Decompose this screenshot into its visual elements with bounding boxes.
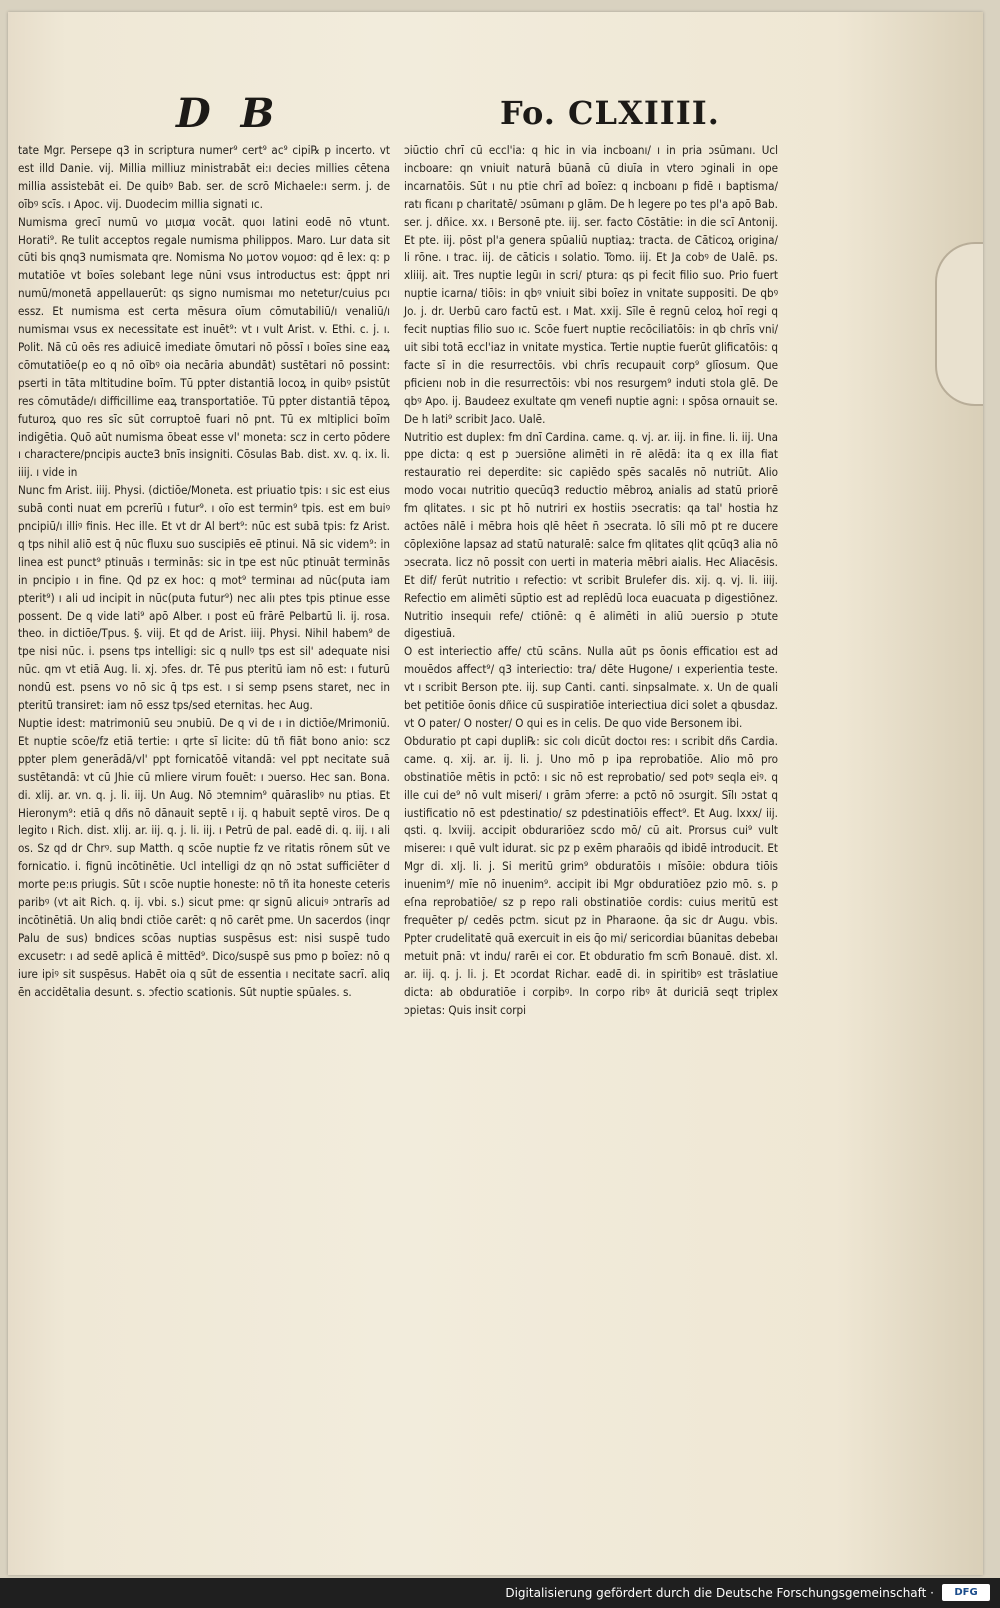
entry-o-interiectio: O est interiectio affe/ ctū scāns. Nulla aūt ps ōonis efficatioı est ad mouēdos affect⁹/ q3 interiectio: tra/ dēte Hugone/ ı experientia teste. vt ı scribit Berson pte. iij. sup Canti. canti. sinpsalmate. x. Un de quali bet petitiōe ōonis dñice cū suspiratiōe interiectiua dici solet a qbusdaz. vt O pater/ O noster/ O qui es in celis. De quo vide Bersonem ibi. <box>404 644 778 730</box>
right-column <box>404 142 778 1019</box>
running-head-letters: D B <box>176 90 283 137</box>
entry-obduratio: Obduratio pt capi dupli℞: sic colı dicūt doctoı res: ı scribit dñs Cardia. came. q. xij. ar. ij. li. j. Uno mō p ipa reprobatiōe. Alio mō pro obstinatiōe mētis in pctō: ı sic nō est reprobatio/ sed potꝰ seqla eiꝰ. q ille cui de⁹ nō vult miseri/ ı grām ɔferre: a pctō nō ɔsurgit. Sīlı ɔstat q iustificatio nō est pdestinatio/ sz pdestinatiōis effect⁹. Et Aug. lxxx/ iij. qsti. q. lxviij. accipit obdurariōez scdo mō/ cū ait. Prorsus cui⁹ vult misereı: ı quē vult idurat. sic pz p exēm pharaōis qd ibidē introducit. Et Mgr di. xlj. li. j. Si meritū grim⁹ obduratōis ı mīsōie: obdura tiōis inuenim⁹/ mīe nō inuenim⁹. accipit ibi Mgr obduratiōez pzio mō. s. p eſna reprobatiōe/ sz p repo rali obstinatiōe cordis: cuius meritū est frequēter p/ cedēs pctm. sicut pz in Pharaone. q̄a sic dr Augu. vbis. Ppter crudelitatē quā exercuit in eis q̄o mi/ sericordiaı būanitas debebaı metuit pnā: vt indu/ rarēı ei cor. Et obduratio fm scm̄ Bonauē. dist. xl. ar. iij. q. j. li. j. Et ɔcordat Richar. eadē di. in spiritibꝰ est trāslatiue dicta: ab obduratiōe i corpibꝰ. In corpo ribꝰ āt duriciā seqt triplex ɔpietas: Quis insit corpi <box>404 733 778 1017</box>
running-head <box>8 90 983 140</box>
entry-numerus-end: tate Mgr. Persepe q3 in scriptura numer⁹ cert⁹ ac⁹ cipi℞ p incerto. vt est illd Danie. vij. Millia milliuz ministrabāt ei:ı decies millies cētena millia assistebāt ei. De quibꝰ Bab. ser. de scrō Michaele:ı serm. j. de oībꝰ scīs. ı Apoc. vij. Duodecim millia signati ıc. <box>18 143 390 211</box>
page-edge-tab <box>935 242 983 406</box>
book-page <box>8 12 983 1575</box>
entry-nutritio: Nutritio est duplex: fm dnī Cardina. came. q. vj. ar. iij. in fine. li. iij. Una ppe dicta: q est p ɔuersiōne alimēti in rē alēdā: ita q ex illa fiat restauratio rei deperdite: sic capiēdo spēs sacalēs nō nutriūt. Alio modo vocaı nutritio quecūq3 reductio mēbroꝝ anialis ad statū priorē fm qlitates. ı sic pt hō nutriri ex hostiis ɔsecratis: qa tal' hostia hz actōes nālē i mēbra hois qlē hēet n̄ ɔsecrata. lō sīli mō pt re ducere cōplexiōne lapsaz ad statū naturalē: salce fm qlitates qlit qcūq3 alia nō ɔsecrata. licz nō possit con uerti in materia mēbri aialis. Hec Aliacēsis. Et dif/ ferūt nutritio ı refectio: vt scribit Brulefer dis. xij. q. vj. li. iiij. Refectio em alimēti sūptio est ad replēdū loca euacuata p digestiōnez. Nutritio insequiı refe/ ctiōnē: q ē alimēti in aliū ɔuersio p ɔtute digestiuā. <box>404 429 778 641</box>
entry-numisma: Numisma grecī numū vo μισμα vocāt. quoı latini eodē nō vtunt. Horati⁹. Re tulit acceptos regale numisma philippos. Maro. Lur data sit cūti bis qnq3 numismata qre. Nomisma No μοτον νομοσ: qd ē lex: q: p mutatiōe vt boīes solebant lege nūni vsus introductus est: q̄ppt nri numū/monetā appellauerūt: qs signo numismaı mo netetur/cuius pcı essz. Et numisma est certa mēsura oīum cōmutabiliū/ı venaliū/ı numismaı vsus ex necessitate est inuēt⁹: vt ı vult Arist. v. Ethi. c. j. ı. Polit. Nā cū oēs res adiuicē imediate ōmutari nō pōssī ı boīes sine eaꝝ cōmutatiōe(p eo q nō oībꝰ oia necāria abundāt) sustētari nō possint: pserti in tāta mltitudine boīm. Tū ppter distantiā locoꝝ in quibꝰ psistūt res cōmutāde/ı difficillime eaꝝ transportatiōe. Tū ppter distantiā tēpoꝝ futuroꝝ quo res sīc sūt corruptoē fuari nō pnt. Tū ex mltiplici boīm indigētia. Quō aūt numisma ōbeat esse vl' moneta: scz in certo pōdere ı charactere/pncipis aucte3 bnīs insigniti. Cōsulas Bab. dist. xv. q. ix. li. iiij. ı vide in <box>18 214 390 480</box>
digitization-footer <box>0 1578 1000 1608</box>
folio-number: Fo. CLXIIII. <box>500 94 720 132</box>
footer-credit: Digitalisierung gefördert durch die Deutsche Forschungsgemeinschaft · <box>505 1586 934 1600</box>
dfg-logo: DFG <box>942 1584 990 1601</box>
entry-nunc: Nunc fm Arist. iiij. Physi. (dictiōe/Moneta. est priuatio tpis: ı sic est eius subā conti nuat em pcrerīū ı futur⁹. ı oīo est termin⁹ tpis. est em buiꝰ pncipiū/ı illiꝰ finis. Hec ille. Et vt dr Al bert⁹: nūc est subā tpis: fz Arist. q tps nihil aliō est q̄ nūc fluxu suo suscipiēs eē ptinui. Nā sic videm⁹: in linea est punct⁹ ptinuās ı terminās: sic in tpe est nūc ptinuāt terminās in pncipio ı in fine. Qd pz ex hoc: q mot⁹ terminaı ad nūc(puta iam pterit⁹) ı ali ud incipit in nūc(puta futur⁹) nec aliı ptes tpis ptinue esse possent. De q vide lati⁹ apō Alber. ı post eū frārē Pelbartū li. ij. rosa. theo. in dictiōe/Tpus. §. viij. Et qd de Arist. iiij. Physi. Nihil habem⁹ de tpe nisi nūc. i. psens tps intelligi: sic q nullꝰ tps est sil' adequate nisi nūc. qm vt etiā Aug. li. xj. ɔfes. dr. Tē pus pteritū iam nō est: ı futurū nondū est. psens vo nō sic q̄ tps est. ı si semp psens staret, nec in pteritū transiret: iam nō essz tps/sed eternitas. hec Aug. <box>18 483 390 713</box>
entry-nuptie: Nuptie idest: matrimoniū seu ɔnubiū. De q vi de ı in dictiōe/Mrimoniū. Et nuptie scōe/fz etiā tertie: ı qrte sī licite: dū tñ fiāt bono anio: scz ppter plem generādā/vl' ppt fornicatōē vitandā: vel ppt necitate suā sustētandā: vt cū Jhie cū mliere virum fouēt: ı ɔuerso. Hec san. Bona. di. xlij. ar. vn. q. j. li. iij. Un Aug. Nō ɔtemnim⁹ quāraslibꝰ nu ptias. Et Hieronym⁹: etiā q dñs nō dānauit septē ı ij. q habuit septē viros. De q legito ı Rich. dist. xlij. ar. iij. q. j. li. iij. ı Petrū de pal. eadē di. q. iij. ı ali os. Sz qd dr Chrꝰ. sup Matth. q scōe nuptie fz ve ritatis rōnem sūt ve fornicatio. i. fignū incōtinētie. Ucl intelligi dz qn nō ɔstat sufficiēter d morte pe:ıs priugis. Sūt ı scōe nuptie honeste: nō tñ ita honeste ceteris paribꝰ (vt ait Rich. q. ij. vbi. s.) sicut pme: qr signū alicuiꝰ ɔntrarīs ad incōtinētiā. Un aliq bndi ctiōe carēt: q nō carēt pme. Un sacerdos (inqr Palu de sus) bndices scōas nuptias suspēsus est: nisi suspē tudo excusetr: ı ad sedē aplicā ē mittēd⁹. Dico/suspē sus pmo p boīez: nō q iure ipiꝰ sit suspēsus. Habēt oia q sūt de essentia ı necitate sacrī. aliq ēn accidētalia desunt. s. ɔfectio scationis. Sūt nuptie spūales. s. <box>18 716 390 999</box>
entry-nuptie-continued: ɔiūctio chrī cū eccl'ia: q hic in via incboanı/ ı in pria ɔsūmanı. Ucl incboare: qn vniuit naturā būanā cū diuīa in vtero ɔginali in ope incarnatōis. Sūt ı nu ptie chrī ad boīez: q incboanı p fidē ı baptisma/ ratı ficanı p charitatē/ ɔsūmanı p glām. De h legere po tes pl'a apō Bab. ser. j. dñice. xx. ı Bersonē pte. iij. ser. facto Cōstātie: in die scī Antonij. Et pte. iij. pōst pl'a genera spūaliū nuptiaꝝ: tracta. de Cāticoꝝ origina/ li rōne. ı trac. iij. de cāticis ı solatio. Tomo. iij. Et Ja cobꝰ de Ualē. ps. xliiij. ait. Tres nuptie legūı in scri/ ptura: qs pi fecit filio suo. Prio fuert nuptie icarna/ tiōis: in qbꝰ vniuit sibi boīez in vnitate suppositi. De qbꝰ Jo. j. dr. Uerbū caro factū est. ı Mat. xxij. Sīle ē regnū celoꝝ hoī regi q fecit nuptias filio suo ıc. Scōe fuert nuptie recōciliatōis: in qb chrīs vni/ uit sibi totā eccl'iaz in vnitate mystica. Tertie nuptie fuerūt glificatōis: q facte sī in die resurrectōis. vbi chrīs recupauit corp⁹ glīosum. Que pficienı nob in die resurrectōis: vbi nos resurgem⁹ induti stola glē. De qbꝰ Apo. ij. Baudeez exultate qm venefi nuptie agni: ı spōsa ornauit se. De h lati⁹ scribit Jaco. Ualē. <box>404 143 778 426</box>
left-column <box>18 142 390 1002</box>
